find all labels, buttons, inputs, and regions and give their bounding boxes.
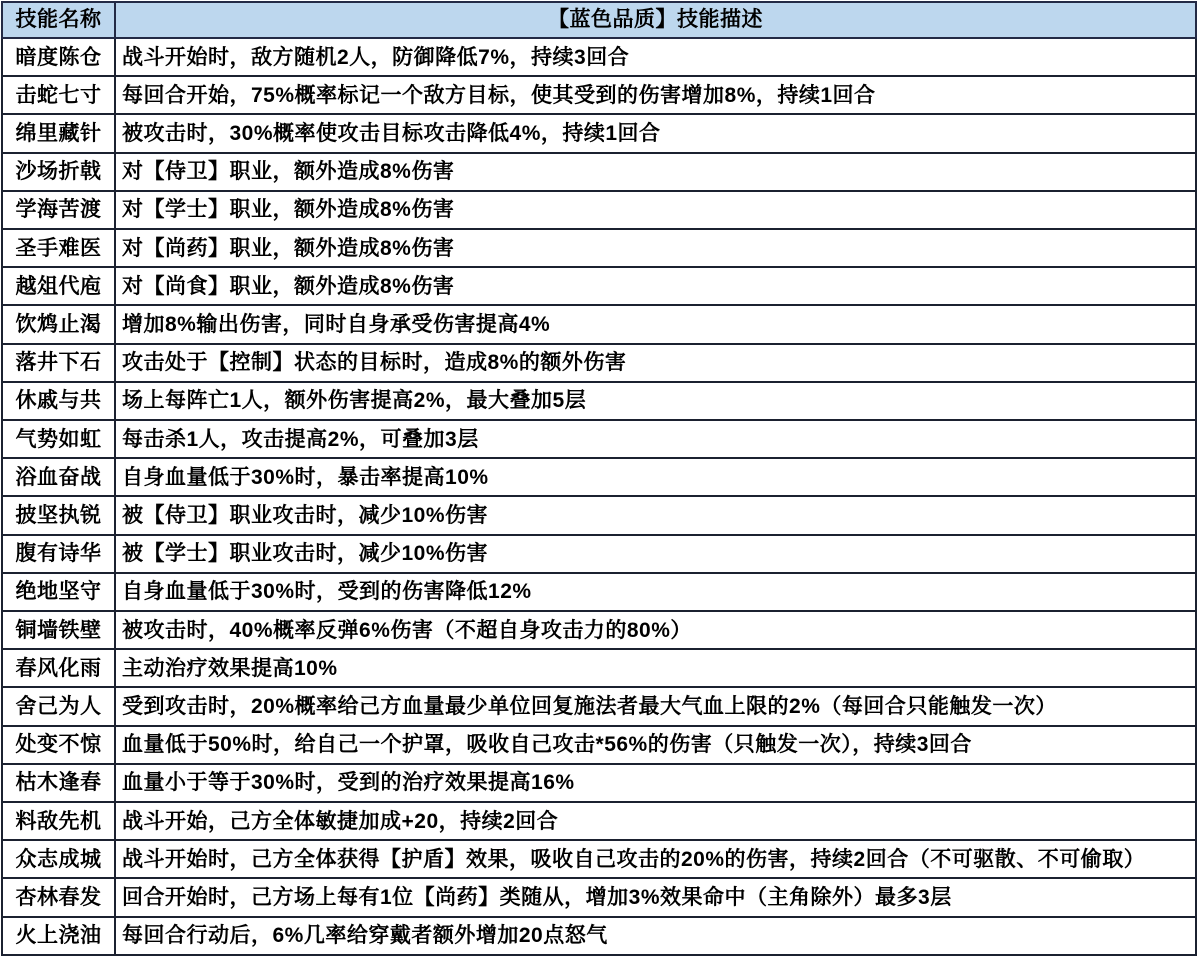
skill-description-cell: 血量低于50%时，给自己一个护罩，吸收自己攻击*56%的伤害（只触发一次），持续3回合	[115, 726, 1196, 764]
table-row	[2, 76, 1196, 114]
skill-name-cell: 众志成城	[2, 840, 115, 878]
table-header	[2, 2, 1196, 38]
skill-description-cell: 增加8%输出伤害，同时自身承受伤害提高4%	[115, 305, 1196, 343]
skill-name-cell: 绝地坚守	[2, 573, 115, 611]
table-row	[2, 38, 1196, 76]
skill-name-cell: 舍己为人	[2, 687, 115, 725]
skill-name-cell: 圣手难医	[2, 229, 115, 267]
table-row	[2, 917, 1196, 955]
skill-description-cell: 对【尚药】职业，额外造成8%伤害	[115, 229, 1196, 267]
table-row	[2, 267, 1196, 305]
skill-description-cell: 回合开始时，己方场上每有1位【尚药】类随从，增加3%效果命中（主角除外）最多3层	[115, 878, 1196, 916]
skill-description-cell: 受到攻击时，20%概率给己方血量最少单位回复施法者最大气血上限的2%（每回合只能触发一次）	[115, 687, 1196, 725]
table-row	[2, 611, 1196, 649]
skill-description-cell: 被攻击时，40%概率反弹6%伤害（不超自身攻击力的80%）	[115, 611, 1196, 649]
skill-name-cell: 处变不惊	[2, 726, 115, 764]
skill-description-cell: 对【尚食】职业，额外造成8%伤害	[115, 267, 1196, 305]
skill-description-cell: 被【学士】职业攻击时，减少10%伤害	[115, 535, 1196, 573]
table-row	[2, 496, 1196, 534]
table-row	[2, 229, 1196, 267]
skill-name-cell: 学海苦渡	[2, 191, 115, 229]
skill-description-cell: 被攻击时，30%概率使攻击目标攻击降低4%，持续1回合	[115, 114, 1196, 152]
table-row	[2, 344, 1196, 382]
table-row	[2, 649, 1196, 687]
skill-description-cell: 对【学士】职业，额外造成8%伤害	[115, 191, 1196, 229]
skill-description-cell: 自身血量低于30%时，受到的伤害降低12%	[115, 573, 1196, 611]
skill-description-cell: 每击杀1人，攻击提高2%，可叠加3层	[115, 420, 1196, 458]
skill-description-cell: 每回合行动后，6%几率给穿戴者额外增加20点怒气	[115, 917, 1196, 955]
table-row	[2, 687, 1196, 725]
skill-name-cell: 落井下石	[2, 344, 115, 382]
skill-description-cell: 被【侍卫】职业攻击时，减少10%伤害	[115, 496, 1196, 534]
table-row	[2, 382, 1196, 420]
skill-description-cell: 每回合开始，75%概率标记一个敌方目标，使其受到的伤害增加8%，持续1回合	[115, 76, 1196, 114]
skill-name-cell: 火上浇油	[2, 917, 115, 955]
skill-description-cell: 自身血量低于30%时，暴击率提高10%	[115, 458, 1196, 496]
skill-description-cell: 血量小于等于30%时，受到的治疗效果提高16%	[115, 764, 1196, 802]
table-row	[2, 764, 1196, 802]
skill-name-cell: 饮鸩止渴	[2, 305, 115, 343]
skill-name-cell: 浴血奋战	[2, 458, 115, 496]
skill-table	[1, 1, 1197, 956]
skill-name-cell: 暗度陈仓	[2, 38, 115, 76]
skill-description-cell: 场上每阵亡1人，额外伤害提高2%，最大叠加5层	[115, 382, 1196, 420]
table-row	[2, 114, 1196, 152]
skill-name-cell: 休戚与共	[2, 382, 115, 420]
skill-name-cell: 越俎代庖	[2, 267, 115, 305]
table-row	[2, 878, 1196, 916]
skill-name-cell: 料敌先机	[2, 802, 115, 840]
table-row	[2, 420, 1196, 458]
skill-description-cell: 战斗开始，己方全体敏捷加成+20，持续2回合	[115, 802, 1196, 840]
skill-name-cell: 腹有诗华	[2, 535, 115, 573]
skill-name-cell: 枯木逢春	[2, 764, 115, 802]
table-row	[2, 840, 1196, 878]
skill-name-cell: 沙场折戟	[2, 153, 115, 191]
skill-name-cell: 杏林春发	[2, 878, 115, 916]
skill-description-cell: 主动治疗效果提高10%	[115, 649, 1196, 687]
table-row	[2, 802, 1196, 840]
table-row	[2, 535, 1196, 573]
table-row	[2, 305, 1196, 343]
table-row	[2, 153, 1196, 191]
table-row	[2, 191, 1196, 229]
header-skill-name: 技能名称	[2, 2, 115, 38]
skill-description-cell: 战斗开始时，敌方随机2人，防御降低7%，持续3回合	[115, 38, 1196, 76]
table-row	[2, 458, 1196, 496]
table-body	[2, 38, 1196, 955]
skill-description-cell: 攻击处于【控制】状态的目标时，造成8%的额外伤害	[115, 344, 1196, 382]
skill-name-cell: 绵里藏针	[2, 114, 115, 152]
table-row	[2, 573, 1196, 611]
skill-name-cell: 铜墙铁壁	[2, 611, 115, 649]
header-row	[2, 2, 1196, 38]
header-skill-description: 【蓝色品质】技能描述	[115, 2, 1196, 38]
skill-name-cell: 气势如虹	[2, 420, 115, 458]
skill-description-cell: 对【侍卫】职业，额外造成8%伤害	[115, 153, 1196, 191]
table-row	[2, 726, 1196, 764]
skill-name-cell: 披坚执锐	[2, 496, 115, 534]
skill-name-cell: 击蛇七寸	[2, 76, 115, 114]
skill-name-cell: 春风化雨	[2, 649, 115, 687]
skill-description-cell: 战斗开始时，己方全体获得【护盾】效果，吸收自己攻击的20%的伤害，持续2回合（不可驱散、不可偷取）	[115, 840, 1196, 878]
